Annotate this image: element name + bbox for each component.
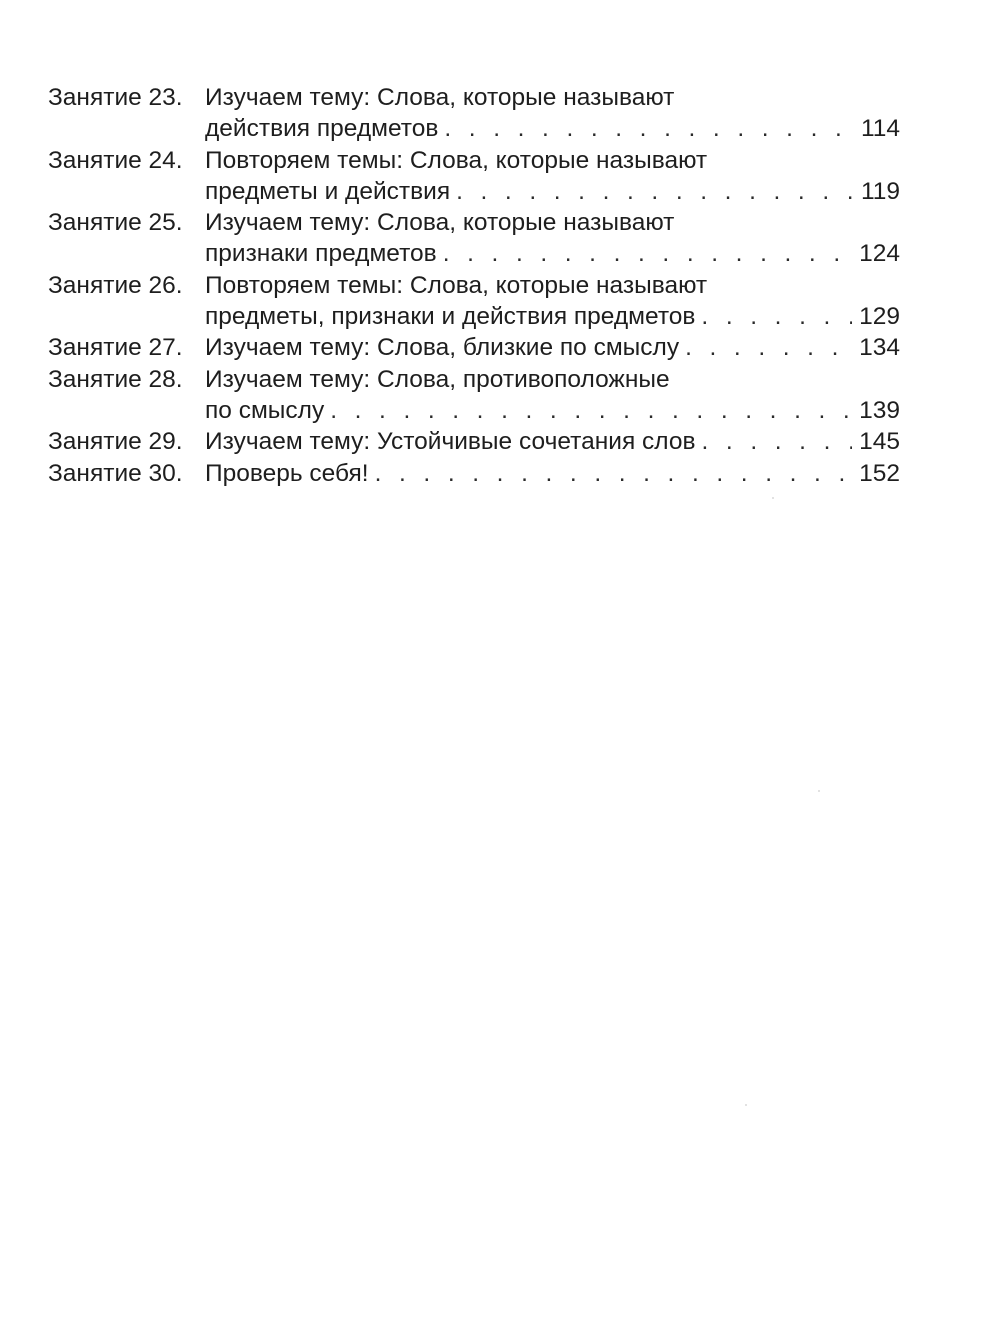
- toc-entry-label: Занятие 28.: [48, 365, 183, 393]
- toc-entry-title-line: Изучаем тему: Слова, которые называют: [205, 84, 675, 111]
- dot-leader: [450, 176, 852, 207]
- toc-entry-page-number: 129: [859, 303, 900, 331]
- toc-entry-page-number: 124: [859, 240, 900, 268]
- toc-entry-30: [48, 458, 900, 489]
- toc-entry-28: [48, 364, 900, 427]
- toc-entry-title-line: предметы, признаки и действия предметов: [205, 303, 696, 331]
- toc-entry-page-number: 134: [859, 334, 900, 362]
- dot-leader: [369, 458, 852, 489]
- paper-speck: [818, 790, 820, 792]
- dot-leader: [695, 301, 852, 332]
- toc-entry-title-line: по смыслу: [205, 396, 325, 424]
- toc-entry-page-number: 139: [859, 396, 900, 424]
- toc-entry-title-line: Изучаем тему: Слова, близкие по смыслу: [205, 334, 680, 362]
- toc-entry-label: Занятие 23.: [48, 84, 183, 111]
- toc-entry-24: [48, 145, 900, 208]
- toc-entry-title-line: Изучаем тему: Устойчивые сочетания слов: [205, 428, 696, 456]
- toc-entry-label: Занятие 27.: [48, 334, 183, 362]
- toc-entry-label: Занятие 24.: [48, 146, 183, 174]
- toc-entry-title-line: предметы и действия: [205, 177, 451, 205]
- dot-leader: [696, 426, 853, 457]
- toc-entry-page-number: 152: [859, 459, 900, 487]
- toc-entry-label: Занятие 29.: [48, 428, 183, 456]
- toc-entry-25: [48, 207, 900, 270]
- toc-entry-title-line: Изучаем тему: Слова, которые называют: [205, 209, 675, 237]
- toc-entry-label: Занятие 25.: [48, 209, 183, 237]
- toc-entry-page-number: 114: [860, 115, 900, 143]
- toc-entry-label: Занятие 30.: [48, 459, 183, 487]
- toc-entry-29: [48, 426, 900, 457]
- table-of-contents: [48, 82, 900, 489]
- toc-entry-title-line: признаки предметов: [205, 240, 437, 268]
- toc-entry-title-line: Повторяем темы: Слова, которые называют: [205, 146, 708, 174]
- toc-entry-title-line: действия предметов: [205, 115, 439, 143]
- toc-entry-page-number: 145: [859, 428, 900, 456]
- paper-speck: [772, 497, 774, 499]
- paper-speck: [745, 1104, 747, 1106]
- toc-entry-page-number: 119: [860, 177, 900, 205]
- dot-leader: [324, 395, 852, 426]
- toc-entry-27: [48, 332, 900, 363]
- dot-leader: [679, 332, 852, 363]
- toc-entry-title-line: Проверь себя!: [205, 459, 369, 487]
- dot-leader: [437, 238, 852, 269]
- toc-entry-title-line: Изучаем тему: Слова, противоположные: [205, 365, 670, 393]
- toc-entry-23: [48, 82, 900, 145]
- toc-entry-26: [48, 270, 900, 333]
- toc-entry-title-line: Повторяем темы: Слова, которые называют: [205, 271, 708, 299]
- toc-entry-label: Занятие 26.: [48, 271, 183, 299]
- dot-leader: [438, 113, 852, 144]
